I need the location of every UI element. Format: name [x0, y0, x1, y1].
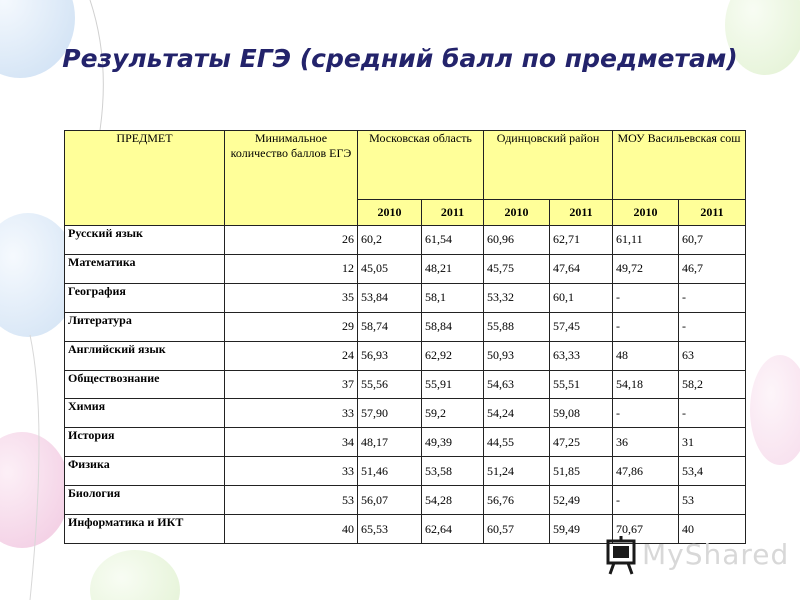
score-cell: 61,54 [422, 226, 484, 255]
score-cell: 50,93 [484, 341, 550, 370]
score-cell: 59,2 [422, 399, 484, 428]
score-cell: 47,64 [550, 254, 613, 283]
logo-text: MyShared [642, 538, 790, 571]
score-cell: 56,07 [358, 486, 422, 515]
results-table [64, 130, 746, 544]
score-cell: 53,4 [679, 457, 746, 486]
score-cell: 58,2 [679, 370, 746, 399]
score-cell: 58,74 [358, 312, 422, 341]
score-cell: 54,28 [422, 486, 484, 515]
subject-cell: Биология [65, 486, 225, 515]
score-cell: 49,72 [613, 254, 679, 283]
score-cell: 57,45 [550, 312, 613, 341]
header-year: 2010 [358, 200, 422, 226]
min-score-cell: 37 [225, 370, 358, 399]
score-cell: - [613, 312, 679, 341]
table-row [65, 399, 746, 428]
score-cell: 57,90 [358, 399, 422, 428]
score-cell: 63 [679, 341, 746, 370]
subject-cell: История [65, 428, 225, 457]
header-min-score: Минимальное количество баллов ЕГЭ [225, 131, 358, 226]
score-cell: 45,05 [358, 254, 422, 283]
score-cell: 55,51 [550, 370, 613, 399]
min-score-cell: 40 [225, 515, 358, 544]
score-cell: 58,1 [422, 283, 484, 312]
score-cell: 70,67 [613, 515, 679, 544]
min-score-cell: 29 [225, 312, 358, 341]
header-year: 2011 [550, 200, 613, 226]
score-cell: 48 [613, 341, 679, 370]
subject-cell: Обществознание [65, 370, 225, 399]
score-cell: 62,92 [422, 341, 484, 370]
table-row [65, 341, 746, 370]
subject-cell: Литература [65, 312, 225, 341]
min-score-cell: 33 [225, 399, 358, 428]
score-cell: 56,93 [358, 341, 422, 370]
score-cell: 60,2 [358, 226, 422, 255]
score-cell: 59,49 [550, 515, 613, 544]
score-cell: - [679, 312, 746, 341]
score-cell: 46,7 [679, 254, 746, 283]
table-row [65, 254, 746, 283]
min-score-cell: 12 [225, 254, 358, 283]
score-cell: 65,53 [358, 515, 422, 544]
score-cell: - [679, 283, 746, 312]
min-score-cell: 33 [225, 457, 358, 486]
score-cell: 61,11 [613, 226, 679, 255]
score-cell: - [679, 399, 746, 428]
subject-cell: Информатика и ИКТ [65, 515, 225, 544]
score-cell: 40 [679, 515, 746, 544]
score-cell: 47,25 [550, 428, 613, 457]
table-body [65, 226, 746, 544]
table-row [65, 312, 746, 341]
page-title: Результаты ЕГЭ (средний балл по предметам) [62, 44, 738, 73]
table-row [65, 283, 746, 312]
score-cell: 60,57 [484, 515, 550, 544]
table-row [65, 370, 746, 399]
table-row [65, 457, 746, 486]
score-cell: 59,08 [550, 399, 613, 428]
score-cell: 52,49 [550, 486, 613, 515]
header-subject: ПРЕДМЕТ [65, 131, 225, 226]
subject-cell: Английский язык [65, 341, 225, 370]
score-cell: 53,58 [422, 457, 484, 486]
score-cell: 60,96 [484, 226, 550, 255]
score-cell: 48,17 [358, 428, 422, 457]
score-cell: 53,84 [358, 283, 422, 312]
min-score-cell: 53 [225, 486, 358, 515]
score-cell: 53,32 [484, 283, 550, 312]
score-cell: 31 [679, 428, 746, 457]
header-year: 2011 [679, 200, 746, 226]
score-cell: 55,88 [484, 312, 550, 341]
presentation-board-icon [608, 536, 634, 574]
table-row [65, 486, 746, 515]
score-cell: 36 [613, 428, 679, 457]
score-cell: 62,71 [550, 226, 613, 255]
min-score-cell: 35 [225, 283, 358, 312]
score-cell: 56,76 [484, 486, 550, 515]
table-row [65, 428, 746, 457]
min-score-cell: 26 [225, 226, 358, 255]
subject-cell: Русский язык [65, 226, 225, 255]
subject-cell: Химия [65, 399, 225, 428]
score-cell: 51,46 [358, 457, 422, 486]
score-cell: 49,39 [422, 428, 484, 457]
subject-cell: Физика [65, 457, 225, 486]
score-cell: 63,33 [550, 341, 613, 370]
score-cell: 45,75 [484, 254, 550, 283]
score-cell: 62,64 [422, 515, 484, 544]
score-cell: 54,24 [484, 399, 550, 428]
table-row [65, 226, 746, 255]
score-cell: 48,21 [422, 254, 484, 283]
score-cell: 55,56 [358, 370, 422, 399]
score-cell: - [613, 283, 679, 312]
score-cell: 47,86 [613, 457, 679, 486]
score-cell: 53 [679, 486, 746, 515]
score-cell: 54,18 [613, 370, 679, 399]
score-cell: 60,1 [550, 283, 613, 312]
score-cell: 51,85 [550, 457, 613, 486]
subject-cell: География [65, 283, 225, 312]
score-cell: 54,63 [484, 370, 550, 399]
score-cell: - [613, 399, 679, 428]
min-score-cell: 34 [225, 428, 358, 457]
header-group-odintsovo: Одинцовский район [484, 131, 613, 200]
score-cell: - [613, 486, 679, 515]
header-year: 2010 [484, 200, 550, 226]
score-cell: 60,7 [679, 226, 746, 255]
score-cell: 44,55 [484, 428, 550, 457]
score-cell: 51,24 [484, 457, 550, 486]
header-year: 2010 [613, 200, 679, 226]
header-year: 2011 [422, 200, 484, 226]
min-score-cell: 24 [225, 341, 358, 370]
subject-cell: Математика [65, 254, 225, 283]
header-group-moscow-region: Московская область [358, 131, 484, 200]
score-cell: 58,84 [422, 312, 484, 341]
score-cell: 55,91 [422, 370, 484, 399]
header-group-school: МОУ Васильевская сош [613, 131, 746, 200]
